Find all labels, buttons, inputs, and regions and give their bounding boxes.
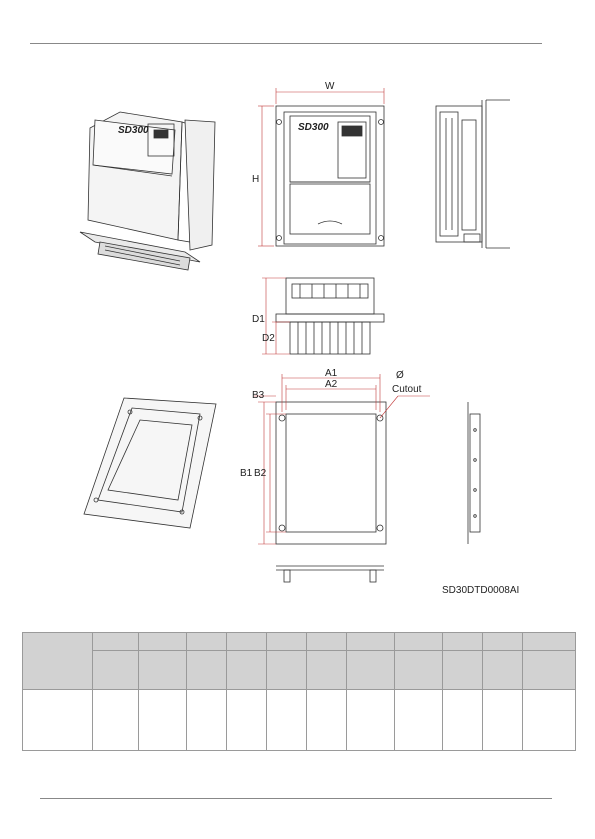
dim-d2-label: D2	[262, 333, 275, 344]
table-cell	[307, 690, 347, 751]
table-row	[23, 633, 576, 651]
front-view	[276, 106, 384, 246]
table-row	[23, 690, 576, 751]
dim-h-label: H	[252, 174, 260, 185]
table-cell	[187, 690, 227, 751]
table-cell	[523, 633, 576, 651]
table-cell	[483, 651, 523, 690]
dim-d1-label: D1	[252, 314, 265, 325]
table-cell	[139, 651, 187, 690]
dim-hole-label: Ø	[396, 370, 404, 381]
table-cell	[187, 651, 227, 690]
table-row	[23, 651, 576, 690]
dim-b3-label: B3	[252, 390, 265, 401]
height-dimension	[258, 106, 274, 246]
product-logo-front: SD300	[298, 122, 329, 133]
table-cell	[227, 651, 267, 690]
table-cell	[443, 690, 483, 751]
table-cell	[93, 633, 139, 651]
product-logo-iso: SD300	[118, 125, 149, 136]
table-cell	[23, 690, 93, 751]
side-view	[436, 100, 510, 248]
table-cell	[483, 690, 523, 751]
cutout-dimensions	[254, 374, 430, 544]
table-cell	[139, 690, 187, 751]
table-cell	[523, 690, 576, 751]
table-cell	[93, 690, 139, 751]
dim-b2-label: B2	[254, 468, 267, 479]
table-cell	[347, 651, 395, 690]
table-cell	[267, 651, 307, 690]
table-cell	[227, 690, 267, 751]
table-cell	[267, 690, 307, 751]
table-cell	[23, 633, 93, 690]
table-cell	[139, 633, 187, 651]
drawing-code: SD30DTD0008AI	[442, 585, 520, 596]
bottom-view	[276, 278, 384, 354]
dim-cutout-label: Cutout	[392, 384, 422, 395]
mounting-plate-iso	[84, 398, 216, 528]
table-cell	[267, 633, 307, 651]
table-cell	[307, 633, 347, 651]
dim-w-label: W	[325, 81, 335, 92]
table-cell	[523, 651, 576, 690]
footer-rule	[40, 798, 552, 799]
cutout-view	[276, 402, 386, 544]
table-cell	[347, 690, 395, 751]
table-cell	[347, 633, 395, 651]
bracket-side-view	[468, 402, 480, 544]
table-cell	[395, 651, 443, 690]
table-cell	[395, 633, 443, 651]
dimension-table	[22, 632, 576, 751]
dim-a1-label: A1	[325, 368, 338, 379]
table-cell	[483, 633, 523, 651]
table-cell	[307, 651, 347, 690]
dim-a2-label: A2	[325, 379, 338, 390]
table-cell	[93, 651, 139, 690]
table-cell	[443, 633, 483, 651]
dim-b1-label: B1	[240, 468, 253, 479]
table-cell	[227, 633, 267, 651]
table-cell	[187, 633, 227, 651]
plate-profile	[276, 566, 384, 582]
table-cell	[395, 690, 443, 751]
table-cell	[443, 651, 483, 690]
